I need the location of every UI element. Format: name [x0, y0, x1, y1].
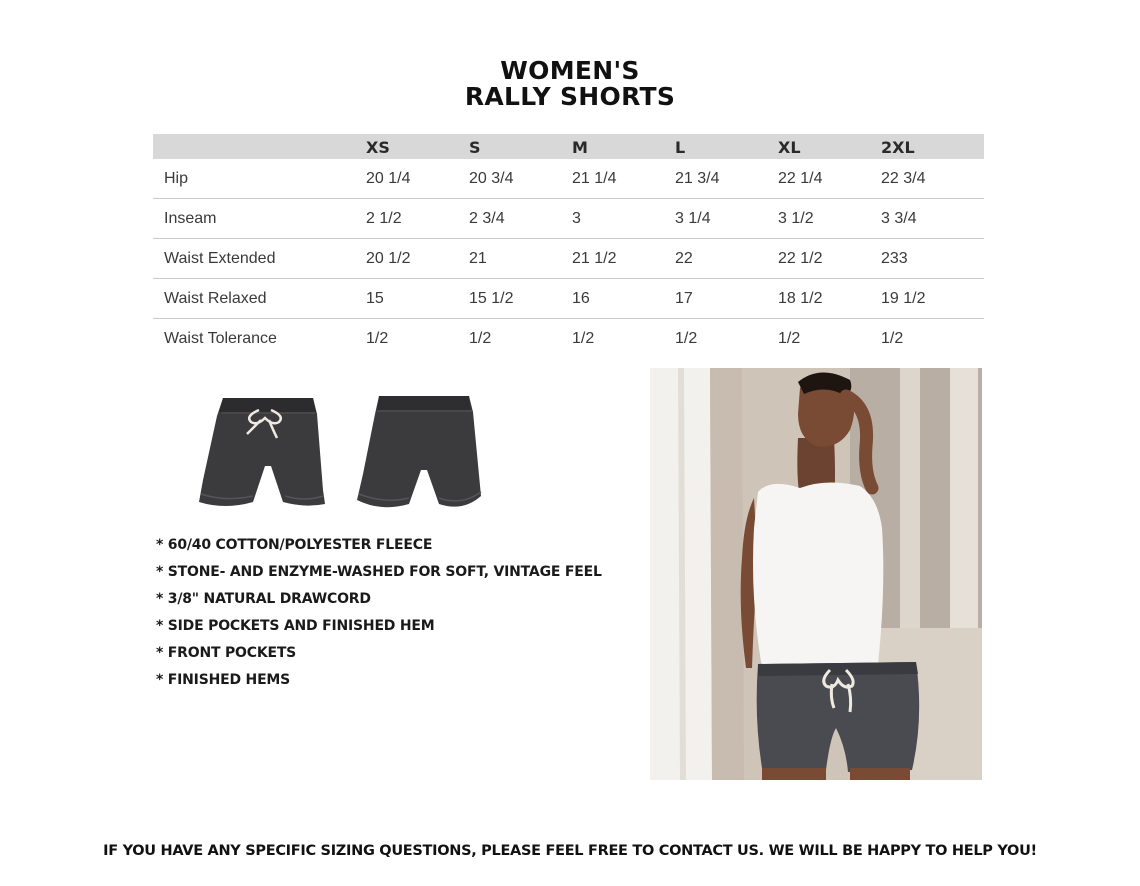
shorts-front-image	[199, 398, 325, 506]
size-header-l: L	[675, 134, 778, 159]
table-cell: 16	[572, 279, 675, 319]
header-blank-cell	[153, 134, 366, 159]
table-cell: 3	[572, 199, 675, 239]
table-cell: 1/2	[366, 329, 389, 347]
table-cell: 21 1/4	[572, 159, 675, 199]
table-cell: 1/2	[675, 329, 698, 347]
table-cell: 3 3/4	[881, 199, 984, 239]
feature-item: * FRONT POCKETS	[156, 645, 297, 661]
row-label: Waist Relaxed	[153, 279, 366, 319]
table-cell: 19 1/2	[881, 279, 984, 319]
table-cell: 21	[469, 239, 572, 279]
table-cell: 17	[675, 279, 778, 319]
row-label: Hip	[153, 159, 366, 199]
title-line-2: RALLY SHORTS	[464, 82, 676, 111]
feature-item: * SIDE POCKETS AND FINISHED HEM	[156, 618, 435, 634]
table-cell: 3 1/2	[778, 199, 881, 239]
size-header-xl: XL	[778, 134, 881, 159]
table-cell: 22	[675, 239, 778, 279]
shorts-back-image	[357, 396, 481, 507]
table-row	[153, 239, 984, 279]
table-cell: 3 1/4	[675, 199, 778, 239]
size-header-2xl: 2XL	[881, 134, 984, 159]
table-row	[153, 159, 984, 199]
size-header-m: M	[572, 134, 675, 159]
size-header-row	[153, 134, 984, 159]
table-cell: 21 1/2	[572, 239, 675, 279]
table-cell: 2 3/4	[469, 199, 572, 239]
feature-list	[156, 536, 626, 698]
table-cell: 20 3/4	[469, 159, 572, 199]
table-row	[153, 199, 984, 239]
size-header-s: S	[469, 134, 572, 159]
table-cell: 1/2	[881, 329, 904, 347]
table-row	[153, 319, 984, 359]
page-title	[0, 58, 1140, 110]
table-cell: 22 1/2	[778, 239, 881, 279]
feature-item: * STONE- AND ENZYME-WASHED FOR SOFT, VINTAGE FEEL	[156, 564, 602, 580]
table-cell: 1/2	[469, 329, 492, 347]
table-cell: 22 3/4	[881, 159, 984, 199]
table-cell: 22 1/4	[778, 159, 881, 199]
feature-item: * 60/40 COTTON/POLYESTER FLEECE	[156, 537, 433, 553]
table-cell: 18 1/2	[778, 279, 881, 319]
model-photo	[650, 368, 982, 780]
table-cell: 1/2	[572, 329, 595, 347]
table-cell: 21 3/4	[675, 159, 778, 199]
model-photo-illustration	[650, 368, 982, 780]
size-chart-table	[153, 134, 984, 358]
feature-item: * 3/8" NATURAL DRAWCORD	[156, 591, 371, 607]
shorts-illustration	[195, 390, 495, 515]
table-cell: 2 1/2	[366, 199, 469, 239]
table-cell: 233	[881, 239, 984, 279]
table-cell: 15 1/2	[469, 279, 572, 319]
table-cell: 15	[366, 279, 469, 319]
table-cell: 20 1/2	[366, 239, 469, 279]
product-images	[195, 390, 495, 515]
row-label: Waist Tolerance	[164, 329, 277, 347]
size-header-xs: XS	[366, 134, 469, 159]
table-cell: 20 1/4	[366, 159, 469, 199]
feature-item: * FINISHED HEMS	[156, 672, 291, 688]
row-label: Inseam	[153, 199, 366, 239]
table-row	[153, 279, 984, 319]
row-label: Waist Extended	[153, 239, 366, 279]
title-line-1: WOMEN'S	[500, 56, 640, 85]
table-cell: 1/2	[778, 329, 801, 347]
footer-note: IF YOU HAVE ANY SPECIFIC SIZING QUESTIONS, PLEASE FEEL FREE TO CONTACT US. WE WILL BE HAPPY TO HELP YOU!	[103, 843, 1037, 859]
